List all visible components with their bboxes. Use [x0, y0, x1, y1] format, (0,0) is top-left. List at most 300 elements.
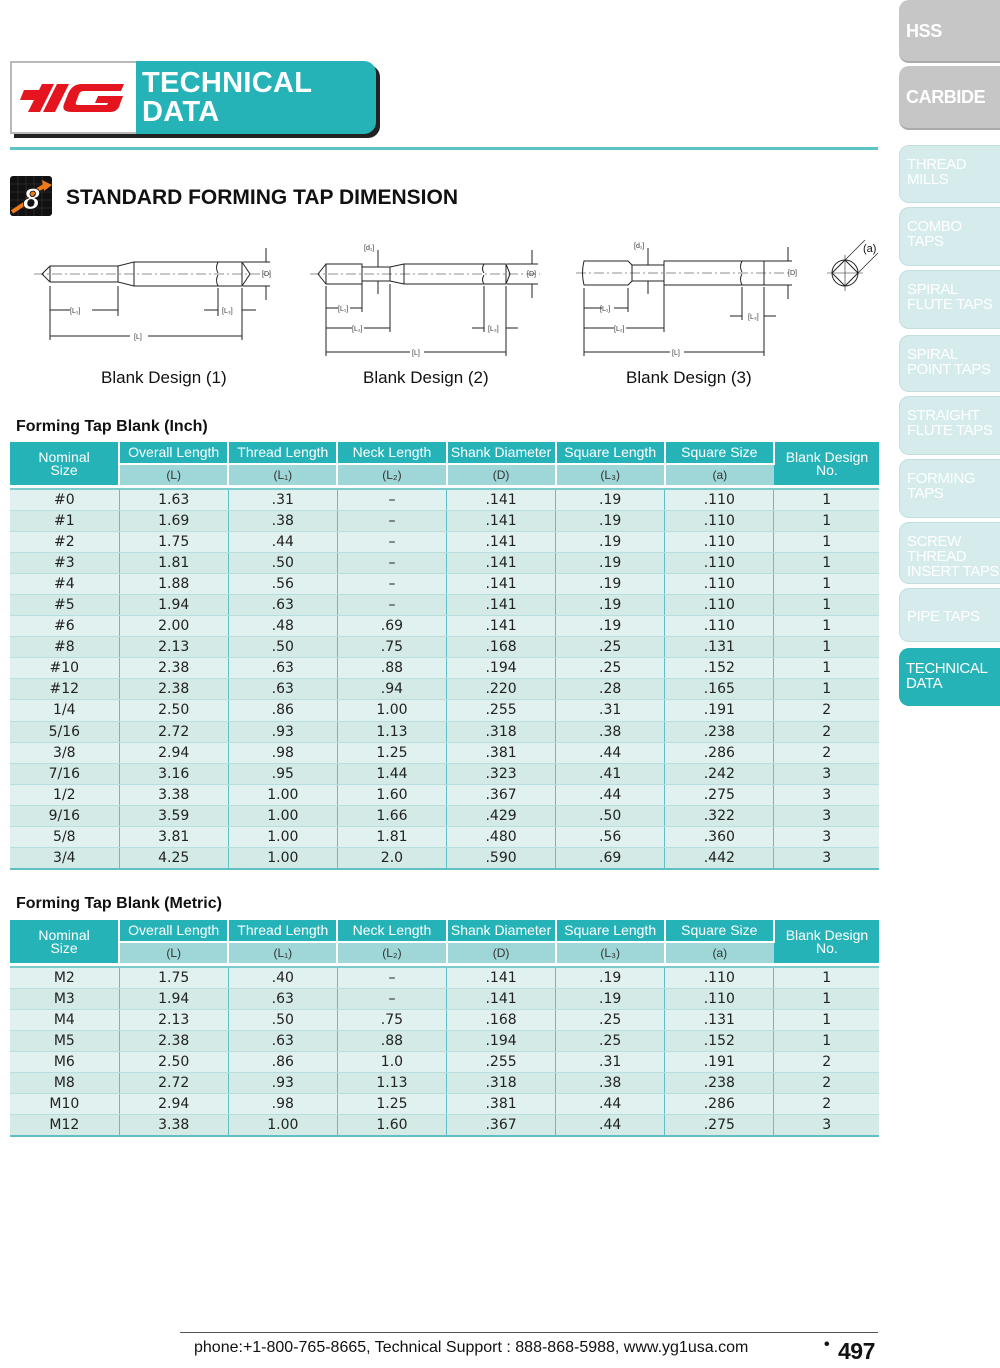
- cell-square-length: .28: [556, 679, 665, 700]
- col-symbol-L3: (L₃): [556, 942, 665, 963]
- cell-overall-length: 2.38: [119, 679, 228, 700]
- cell-overall-length: 3.16: [119, 763, 228, 784]
- table-row: [10, 531, 879, 552]
- cell-overall-length: 1.75: [119, 531, 228, 552]
- label-D: [D]: [788, 270, 797, 277]
- cell-blank-design-no: 3: [774, 763, 879, 784]
- table-row: [10, 679, 879, 700]
- tap-blank-2-icon: [300, 236, 560, 361]
- metric-table-body: [10, 963, 879, 1136]
- footer-divider: [180, 1332, 878, 1333]
- cell-shank-diameter: .141: [447, 552, 556, 573]
- cell-blank-design-no: 1: [774, 531, 879, 552]
- cell-square-length: .56: [556, 827, 665, 848]
- label-D: [D]: [262, 271, 271, 278]
- cell-blank-design-no: 1: [774, 552, 879, 573]
- side-tab-spiral-point-taps[interactable]: [899, 335, 1000, 392]
- cell-neck-length: 2.0: [337, 848, 446, 869]
- blank-design-2-drawing: [300, 236, 560, 361]
- table-row: [10, 827, 879, 848]
- blank-design-3-caption: Blank Design (3): [626, 368, 752, 387]
- cell-square-length: .69: [556, 848, 665, 869]
- cell-neck-length: –: [337, 594, 446, 615]
- cell-nominal-size: M10: [10, 1094, 119, 1115]
- side-tab-label: MILLS: [907, 171, 949, 188]
- side-tab-spiral-flute-taps[interactable]: [899, 270, 1000, 329]
- cell-neck-length: 1.13: [337, 1072, 446, 1093]
- cell-blank-design-no: 2: [774, 700, 879, 721]
- cell-nominal-size: #1: [10, 510, 119, 531]
- section-title: STANDARD FORMING TAP DIMENSION: [66, 186, 458, 209]
- cell-blank-design-no: 1: [774, 988, 879, 1009]
- cell-thread-length: .48: [228, 616, 337, 637]
- cell-nominal-size: #8: [10, 637, 119, 658]
- cell-neck-length: 1.60: [337, 1115, 446, 1136]
- cell-overall-length: 3.38: [119, 1115, 228, 1136]
- cell-neck-length: –: [337, 510, 446, 531]
- cell-blank-design-no: 2: [774, 1094, 879, 1115]
- cell-square-length: .44: [556, 1115, 665, 1136]
- table-row: [10, 637, 879, 658]
- col-header-overall-length: Overall Length: [119, 920, 228, 942]
- col-symbol-D: (D): [447, 942, 556, 963]
- cell-shank-diameter: .194: [447, 658, 556, 679]
- cell-neck-length: –: [337, 967, 446, 988]
- col-header-square-length: Square Length: [556, 442, 665, 464]
- cell-overall-length: 2.38: [119, 658, 228, 679]
- side-tab-combo-taps[interactable]: [899, 207, 1000, 266]
- cell-square-length: .19: [556, 967, 665, 988]
- side-tab-label: INSERT TAPS: [907, 563, 1000, 580]
- cell-square-length: .31: [556, 1051, 665, 1072]
- cell-shank-diameter: .168: [447, 1009, 556, 1030]
- cell-blank-design-no: 1: [774, 679, 879, 700]
- side-tab-label: THREAD: [907, 156, 967, 173]
- cell-thread-length: 1.00: [228, 1115, 337, 1136]
- cell-nominal-size: M5: [10, 1030, 119, 1051]
- cell-overall-length: 2.72: [119, 721, 228, 742]
- cell-neck-length: –: [337, 489, 446, 510]
- cell-thread-length: .63: [228, 1030, 337, 1051]
- cell-nominal-size: M12: [10, 1115, 119, 1136]
- cell-nominal-size: #6: [10, 616, 119, 637]
- blank-design-1-caption: Blank Design (1): [101, 368, 227, 387]
- cell-neck-length: .75: [337, 1009, 446, 1030]
- label-L: [L]: [672, 350, 680, 357]
- cell-square-length: .19: [556, 573, 665, 594]
- cell-shank-diameter: .194: [447, 1030, 556, 1051]
- cell-blank-design-no: 1: [774, 967, 879, 988]
- table-row: [10, 700, 879, 721]
- cell-neck-length: 1.66: [337, 805, 446, 826]
- cell-blank-design-no: 2: [774, 1051, 879, 1072]
- col-symbol-a: (a): [665, 942, 774, 963]
- metric-dimension-table: [10, 920, 879, 1137]
- cell-thread-length: 1.00: [228, 805, 337, 826]
- cell-nominal-size: #0: [10, 489, 119, 510]
- cell-square-size: .191: [665, 700, 774, 721]
- cell-thread-length: 1.00: [228, 827, 337, 848]
- cell-nominal-size: M4: [10, 1009, 119, 1030]
- cell-shank-diameter: .168: [447, 637, 556, 658]
- cell-blank-design-no: 2: [774, 742, 879, 763]
- cell-overall-length: 2.50: [119, 1051, 228, 1072]
- cell-square-size: .238: [665, 721, 774, 742]
- tap-blank-1-icon: [30, 236, 290, 356]
- cell-square-size: .110: [665, 531, 774, 552]
- cell-blank-design-no: 1: [774, 1030, 879, 1051]
- cell-neck-length: .69: [337, 616, 446, 637]
- cell-nominal-size: #3: [10, 552, 119, 573]
- label-L1: [L₁]: [600, 306, 611, 313]
- side-tab-forming-taps[interactable]: [899, 459, 1000, 518]
- cell-blank-design-no: 3: [774, 805, 879, 826]
- side-tab-label: HSS: [906, 21, 942, 41]
- cell-overall-length: 1.75: [119, 967, 228, 988]
- yg-logo-icon: [20, 78, 128, 118]
- cell-square-length: .38: [556, 721, 665, 742]
- banner-title-line2: DATA: [142, 96, 220, 128]
- cell-neck-length: 1.25: [337, 742, 446, 763]
- cell-thread-length: .63: [228, 988, 337, 1009]
- cell-square-size: .165: [665, 679, 774, 700]
- table-row: [10, 1009, 879, 1030]
- cell-overall-length: 1.94: [119, 594, 228, 615]
- cell-overall-length: 1.88: [119, 573, 228, 594]
- tap-blank-3-icon: [570, 236, 890, 361]
- cell-square-length: .19: [556, 988, 665, 1009]
- cell-overall-length: 2.50: [119, 700, 228, 721]
- side-tab-label: FLUTE TAPS: [907, 422, 993, 439]
- col-header-nominal-size: Nominal Size: [10, 442, 119, 485]
- metric-table-title: Forming Tap Blank (Metric): [16, 895, 222, 912]
- cell-blank-design-no: 3: [774, 1115, 879, 1136]
- cell-neck-length: –: [337, 988, 446, 1009]
- cell-nominal-size: 3/4: [10, 848, 119, 869]
- table-row: [10, 489, 879, 510]
- col-header-blank-design: Blank Design No.: [774, 442, 879, 485]
- col-header-overall-length: Overall Length: [119, 442, 228, 464]
- side-tab-label: SCREW: [907, 533, 961, 550]
- table-row: [10, 573, 879, 594]
- cell-square-length: .44: [556, 742, 665, 763]
- col-header-blank-design: Blank Design No.: [774, 920, 879, 963]
- cell-blank-design-no: 1: [774, 510, 879, 531]
- label-L2: [L₂]: [614, 326, 625, 333]
- side-tab-label: TAPS: [907, 233, 944, 250]
- cell-shank-diameter: .480: [447, 827, 556, 848]
- table-row: [10, 1030, 879, 1051]
- cell-thread-length: .31: [228, 489, 337, 510]
- col-symbol-L3: (L₃): [556, 464, 665, 485]
- cell-thread-length: .86: [228, 700, 337, 721]
- cell-square-length: .41: [556, 763, 665, 784]
- side-tab-label: TAPS: [907, 485, 944, 502]
- cell-nominal-size: #4: [10, 573, 119, 594]
- table-row: [10, 1094, 879, 1115]
- cell-square-length: .38: [556, 1072, 665, 1093]
- cell-neck-length: .88: [337, 1030, 446, 1051]
- side-tab-carbide[interactable]: [899, 66, 1000, 130]
- cell-neck-length: 1.0: [337, 1051, 446, 1072]
- cell-neck-length: –: [337, 573, 446, 594]
- cell-thread-length: .50: [228, 637, 337, 658]
- cell-square-size: .360: [665, 827, 774, 848]
- blank-design-2-caption: Blank Design (2): [363, 368, 489, 387]
- cell-square-length: .25: [556, 658, 665, 679]
- cell-thread-length: .93: [228, 721, 337, 742]
- header-divider: [10, 147, 878, 150]
- cell-nominal-size: 1/2: [10, 784, 119, 805]
- cell-thread-length: .56: [228, 573, 337, 594]
- label-d1: [d₁]: [634, 243, 645, 250]
- cell-square-length: .19: [556, 616, 665, 637]
- cell-square-size: .110: [665, 489, 774, 510]
- side-tab-straight-flute-taps[interactable]: [899, 396, 1000, 455]
- cell-shank-diameter: .220: [447, 679, 556, 700]
- col-symbol-L: (L): [119, 464, 228, 485]
- table-row: [10, 763, 879, 784]
- side-tab-label: SPIRAL: [907, 281, 958, 298]
- cell-shank-diameter: .255: [447, 1051, 556, 1072]
- side-tab-label: TECHNICAL: [906, 660, 988, 677]
- cell-thread-length: .50: [228, 552, 337, 573]
- cell-overall-length: 2.72: [119, 1072, 228, 1093]
- cell-thread-length: 1.00: [228, 784, 337, 805]
- cell-neck-length: –: [337, 531, 446, 552]
- cell-square-size: .322: [665, 805, 774, 826]
- cell-square-length: .19: [556, 531, 665, 552]
- cell-thread-length: .63: [228, 679, 337, 700]
- table-row: [10, 805, 879, 826]
- inch-dimension-table: [10, 442, 879, 870]
- cell-neck-length: 1.13: [337, 721, 446, 742]
- cell-overall-length: 2.94: [119, 742, 228, 763]
- cell-thread-length: .50: [228, 1009, 337, 1030]
- table-row: [10, 594, 879, 615]
- side-tab-technical-data[interactable]: [899, 648, 1000, 706]
- cell-square-size: .110: [665, 573, 774, 594]
- cell-shank-diameter: .141: [447, 594, 556, 615]
- cell-shank-diameter: .367: [447, 1115, 556, 1136]
- cell-square-length: .25: [556, 1009, 665, 1030]
- cell-overall-length: 2.94: [119, 1094, 228, 1115]
- side-tab-label: FLUTE TAPS: [907, 296, 993, 313]
- section-number-icon: [10, 176, 52, 216]
- header-banner: [10, 61, 380, 138]
- cell-thread-length: .86: [228, 1051, 337, 1072]
- cell-shank-diameter: .381: [447, 1094, 556, 1115]
- label-L3: [L₃]: [488, 326, 499, 333]
- cell-square-size: .131: [665, 637, 774, 658]
- col-header-shank-diameter: Shank Diameter: [447, 442, 556, 464]
- table-row: [10, 1072, 879, 1093]
- label-d1: [d₁]: [364, 245, 375, 252]
- cell-square-size: .442: [665, 848, 774, 869]
- cell-overall-length: 1.69: [119, 510, 228, 531]
- cell-shank-diameter: .381: [447, 742, 556, 763]
- cell-nominal-size: #5: [10, 594, 119, 615]
- cell-neck-length: 1.00: [337, 700, 446, 721]
- col-header-neck-length: Neck Length: [337, 920, 446, 942]
- cell-blank-design-no: 2: [774, 721, 879, 742]
- cell-thread-length: .40: [228, 967, 337, 988]
- cell-square-length: .19: [556, 510, 665, 531]
- table-row: [10, 742, 879, 763]
- cell-nominal-size: #10: [10, 658, 119, 679]
- cell-blank-design-no: 2: [774, 1072, 879, 1093]
- cell-square-length: .25: [556, 637, 665, 658]
- banner-title: [136, 61, 376, 134]
- cell-blank-design-no: 1: [774, 658, 879, 679]
- cell-nominal-size: 5/16: [10, 721, 119, 742]
- blank-design-3-drawing: [570, 236, 890, 361]
- cell-square-size: .131: [665, 1009, 774, 1030]
- col-header-nominal-size: Nominal Size: [10, 920, 119, 963]
- footer-bullet: •: [824, 1336, 830, 1353]
- table-row: [10, 848, 879, 869]
- cell-nominal-size: 3/8: [10, 742, 119, 763]
- cell-thread-length: .98: [228, 742, 337, 763]
- label-L3: [L₃]: [222, 308, 233, 315]
- col-header-neck-length: Neck Length: [337, 442, 446, 464]
- cell-overall-length: 1.81: [119, 552, 228, 573]
- cell-square-size: .110: [665, 594, 774, 615]
- side-tab-label: COMBO: [907, 218, 962, 235]
- side-tab-hss[interactable]: [899, 0, 1000, 63]
- cell-blank-design-no: 3: [774, 827, 879, 848]
- col-symbol-D: (D): [447, 464, 556, 485]
- cell-square-size: .110: [665, 967, 774, 988]
- table-row: [10, 658, 879, 679]
- cell-square-size: .242: [665, 763, 774, 784]
- col-symbol-L1: (L₁): [228, 464, 337, 485]
- cell-nominal-size: M6: [10, 1051, 119, 1072]
- cell-overall-length: 3.59: [119, 805, 228, 826]
- label-D: [D]: [527, 271, 536, 278]
- col-symbol-L2: (L₂): [337, 942, 446, 963]
- cell-neck-length: .75: [337, 637, 446, 658]
- cell-blank-design-no: 1: [774, 616, 879, 637]
- cell-nominal-size: M2: [10, 967, 119, 988]
- col-symbol-L2: (L₂): [337, 464, 446, 485]
- cell-square-length: .44: [556, 784, 665, 805]
- side-tab-label: SPIRAL: [907, 346, 958, 363]
- cell-neck-length: 1.25: [337, 1094, 446, 1115]
- cell-overall-length: 1.63: [119, 489, 228, 510]
- cell-thread-length: 1.00: [228, 848, 337, 869]
- label-L2: [L₂]: [352, 326, 363, 333]
- cell-square-length: .19: [556, 594, 665, 615]
- cell-square-size: .286: [665, 1094, 774, 1115]
- cell-shank-diameter: .141: [447, 510, 556, 531]
- label-L1: [L₁]: [338, 306, 349, 313]
- side-tab-label: STRAIGHT: [907, 407, 980, 424]
- cell-square-size: .238: [665, 1072, 774, 1093]
- cell-blank-design-no: 3: [774, 784, 879, 805]
- col-symbol-a: (a): [665, 464, 774, 485]
- cell-neck-length: .94: [337, 679, 446, 700]
- cell-shank-diameter: .141: [447, 573, 556, 594]
- cell-shank-diameter: .323: [447, 763, 556, 784]
- cell-nominal-size: 9/16: [10, 805, 119, 826]
- col-header-square-size: Square Size: [665, 442, 774, 464]
- cell-neck-length: 1.60: [337, 784, 446, 805]
- banner-title-line1: TECHNICAL: [142, 67, 313, 99]
- col-symbol-L1: (L₁): [228, 942, 337, 963]
- cell-nominal-size: 1/4: [10, 700, 119, 721]
- cell-overall-length: 3.81: [119, 827, 228, 848]
- cell-shank-diameter: .367: [447, 784, 556, 805]
- cell-square-size: .275: [665, 1115, 774, 1136]
- label-L: [L]: [134, 334, 142, 341]
- cell-thread-length: .95: [228, 763, 337, 784]
- cell-overall-length: 2.00: [119, 616, 228, 637]
- cell-overall-length: 4.25: [119, 848, 228, 869]
- section-number: 8: [23, 183, 40, 216]
- cell-shank-diameter: .255: [447, 700, 556, 721]
- cell-square-size: .152: [665, 658, 774, 679]
- label-a: (a): [863, 243, 877, 255]
- col-header-square-size: Square Size: [665, 920, 774, 942]
- side-tab-thread-mills[interactable]: [899, 145, 1000, 203]
- cell-square-size: .110: [665, 988, 774, 1009]
- label-L: [L]: [412, 350, 420, 357]
- footer-contact: phone:+1-800-765-8665, Technical Support : 888-868-5988, www.yg1usa.com: [194, 1339, 749, 1356]
- label-L3: [L₃]: [748, 314, 759, 321]
- table-row: [10, 967, 879, 988]
- side-tab-label: PIPE TAPS: [907, 608, 980, 625]
- table-row: [10, 1115, 879, 1136]
- cell-square-length: .31: [556, 700, 665, 721]
- yg-logo: [10, 61, 136, 134]
- cell-shank-diameter: .318: [447, 1072, 556, 1093]
- inch-table-body: [10, 485, 879, 869]
- cell-square-length: .19: [556, 489, 665, 510]
- cell-blank-design-no: 1: [774, 594, 879, 615]
- cell-thread-length: .44: [228, 531, 337, 552]
- cell-shank-diameter: .141: [447, 967, 556, 988]
- cell-shank-diameter: .590: [447, 848, 556, 869]
- side-tab-screw-thread[interactable]: [899, 522, 1000, 584]
- cell-square-size: .110: [665, 616, 774, 637]
- cell-shank-diameter: .141: [447, 616, 556, 637]
- cell-square-size: .286: [665, 742, 774, 763]
- cell-neck-length: –: [337, 552, 446, 573]
- cell-overall-length: 3.38: [119, 784, 228, 805]
- cell-shank-diameter: .141: [447, 988, 556, 1009]
- cell-thread-length: .93: [228, 1072, 337, 1093]
- col-header-thread-length: Thread Length: [228, 920, 337, 942]
- cell-nominal-size: #12: [10, 679, 119, 700]
- cell-thread-length: .38: [228, 510, 337, 531]
- side-tab-label: CARBIDE: [906, 87, 986, 107]
- cell-overall-length: 2.13: [119, 1009, 228, 1030]
- cell-thread-length: .98: [228, 1094, 337, 1115]
- cell-square-size: .275: [665, 784, 774, 805]
- col-header-thread-length: Thread Length: [228, 442, 337, 464]
- label-L1: [L₁]: [70, 308, 81, 315]
- cell-square-size: .110: [665, 510, 774, 531]
- side-tab-pipe-taps[interactable]: [899, 588, 1000, 642]
- cell-overall-length: 2.13: [119, 637, 228, 658]
- cell-square-size: .110: [665, 552, 774, 573]
- page-number: 497: [838, 1338, 875, 1364]
- cell-nominal-size: M8: [10, 1072, 119, 1093]
- side-tab-label: POINT TAPS: [907, 361, 991, 378]
- cell-shank-diameter: .318: [447, 721, 556, 742]
- col-symbol-L: (L): [119, 942, 228, 963]
